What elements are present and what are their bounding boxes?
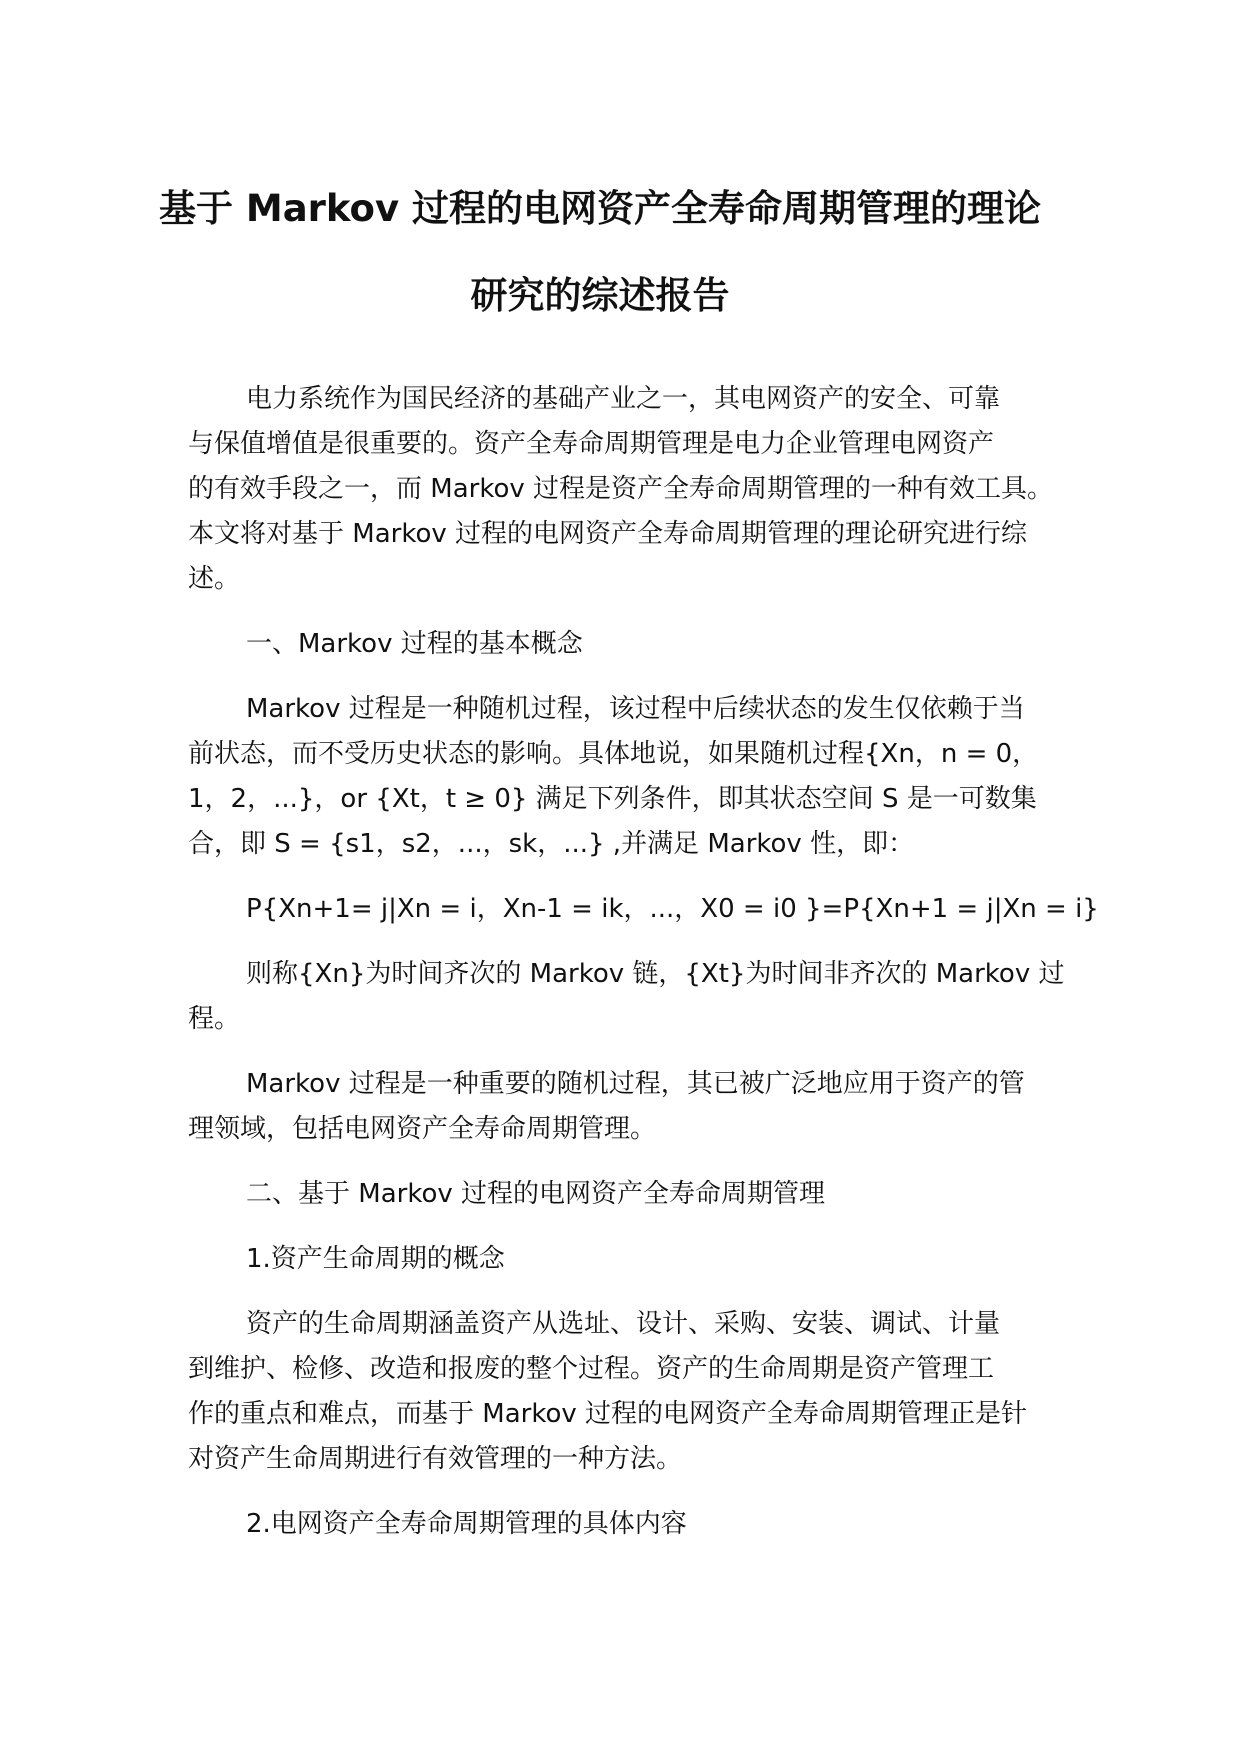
paragraph-line: 的有效手段之一，而 Markov 过程是资产全寿命周期管理的一种有效工具。 <box>188 474 1054 504</box>
paragraph-line: 到维护、检修、改造和报废的整个过程。资产的生命周期是资产管理工 <box>188 1354 995 1384</box>
section-heading: 二、基于 Markov 过程的电网资产全寿命周期管理 <box>246 1179 826 1209</box>
paragraph-line: 本文将对基于 Markov 过程的电网资产全寿命周期管理的理论研究进行综 <box>188 519 1028 549</box>
paragraph-line: 述。 <box>188 564 241 594</box>
paragraph-line: 与保值增值是很重要的。资产全寿命周期管理是电力企业管理电网资产 <box>188 429 995 459</box>
document-title-line-1: 基于 Markov 过程的电网资产全寿命周期管理的理论 <box>159 187 1041 230</box>
subsection-heading: 1.资产生命周期的概念 <box>246 1244 505 1274</box>
paragraph-line: 1，2，...}，or {Xt，t ≥ 0} 满足下列条件，即其状态空间 S 是一可数集 <box>188 784 1037 814</box>
paragraph-line: Markov 过程是一种重要的随机过程，其已被广泛地应用于资产的管 <box>246 1069 1025 1099</box>
paragraph-line: 对资产生命周期进行有效管理的一种方法。 <box>188 1444 683 1474</box>
paragraph-line: 理领域，包括电网资产全寿命周期管理。 <box>188 1114 657 1144</box>
paragraph-line: 电力系统作为国民经济的基础产业之一，其电网资产的安全、可靠 <box>246 384 1001 414</box>
paragraph-line: 则称{Xn}为时间齐次的 Markov 链，{Xt}为时间非齐次的 Markov 过 <box>246 959 1065 989</box>
paragraph-line: Markov 过程是一种随机过程，该过程中后续状态的发生仅依赖于当 <box>246 694 1025 724</box>
document-title-line-2: 研究的综述报告 <box>470 274 730 317</box>
paragraph-line: 合，即 S = {s1，s2，...，sk，...} ,并满足 Markov 性，即： <box>188 829 915 859</box>
section-heading: 一、Markov 过程的基本概念 <box>246 629 583 659</box>
paragraph-line: 资产的生命周期涵盖资产从选址、设计、采购、安装、调试、计量 <box>246 1309 1001 1339</box>
paragraph-line: 程。 <box>188 1004 241 1034</box>
paragraph-line: 前状态，而不受历史状态的影响。具体地说，如果随机过程{Xn，n = 0， <box>188 739 1039 769</box>
subsection-heading: 2.电网资产全寿命周期管理的具体内容 <box>246 1509 687 1539</box>
paragraph-line: 作的重点和难点，而基于 Markov 过程的电网资产全寿命周期管理正是针 <box>188 1399 1028 1429</box>
formula-line: P{Xn+1= j|Xn = i，Xn-1 = ik，...，X0 = i0 }=P{Xn+1 = j|Xn = i} <box>246 894 1099 924</box>
